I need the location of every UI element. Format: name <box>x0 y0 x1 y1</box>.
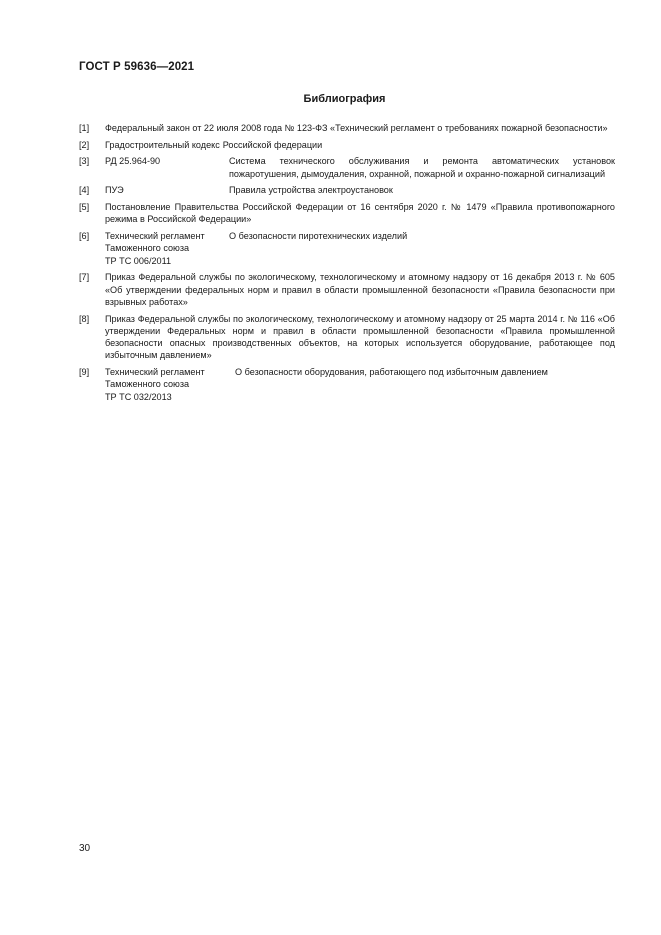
entry-text: Постановление Правительства Российской Федерации от 16 сентября 2020 г. № 1479 «Правила противопожарного режима в Российской Федерации» <box>105 202 615 225</box>
standard-designation: ГОСТ Р 59636—2021 <box>79 61 195 73</box>
bibliography-entry-5 <box>79 201 615 226</box>
entry-text: Федеральный закон от 22 июля 2008 года № 123-ФЗ «Технический регламент о требованиях пожарной безопасности» <box>105 123 608 133</box>
bibliography-entry-9 <box>79 366 615 403</box>
entry-title: Правила устройства электроустановок <box>229 185 393 196</box>
entry-number: [2] <box>79 139 90 150</box>
bibliography-title: Библиография <box>303 93 386 105</box>
bibliography-entry-2 <box>79 139 615 151</box>
entry-text: Приказ Федеральной службы по экологическому, технологическому и атомному надзору от 16 декабря 2013 г. № 605 «Об утверждении федеральных норм и правил в области промышленной безопасности «Правила безопасности при взрывных работах» <box>105 272 615 307</box>
entry-title: Российской федерации <box>222 139 323 150</box>
bibliography-entry-4 <box>79 184 615 196</box>
bibliography-entry-7 <box>79 271 615 308</box>
entry-title: О безопасности пиротехнических изделий <box>229 231 408 242</box>
entry-number: [6] <box>79 231 90 242</box>
page-number: 30 <box>79 843 91 854</box>
entry-code: РД 25.964-90 <box>105 156 161 167</box>
entry-number: [1] <box>79 123 90 133</box>
entry-number: [7] <box>79 272 90 283</box>
entry-code: ПУЭ <box>105 185 124 196</box>
entry-number: [8] <box>79 313 90 324</box>
entry-text: Приказ Федеральной службы по экологическому, технологическому и атомному надзору от 25 марта 2014 г. № 116 «Об утверждении Федеральных норм и правил в области промышленной безопасности «Правила промышленной безопасности опасных производственных объектов, на которых используется оборудование, работающее под избыточным давлением» <box>105 313 615 361</box>
entry-title: О безопасности оборудования, работающего под избыточным давлением <box>235 367 548 378</box>
entry-number: [9] <box>79 367 90 378</box>
bibliography-entry-6 <box>79 230 615 267</box>
entry-code: Технический регламент Таможенного союза ТР ТС 006/2011 <box>105 231 205 266</box>
bibliography-entry-1 <box>79 122 615 134</box>
entry-code: Градостроительный кодекс <box>105 139 220 150</box>
bibliography-entry-8 <box>79 313 615 362</box>
entry-number: [3] <box>79 156 90 167</box>
bibliography-entry-3 <box>79 155 615 180</box>
entry-code: Технический регламент Таможенного союза ТР ТС 032/2013 <box>105 367 205 402</box>
entry-number: [4] <box>79 185 90 196</box>
entry-number: [5] <box>79 202 90 213</box>
bibliography-list <box>79 122 615 407</box>
entry-title: Система технического обслуживания и ремонта автоматических установок пожаротушения, дымоудаления, охранной, пожарной и охранно-пожарной сигнализаций <box>229 156 615 179</box>
